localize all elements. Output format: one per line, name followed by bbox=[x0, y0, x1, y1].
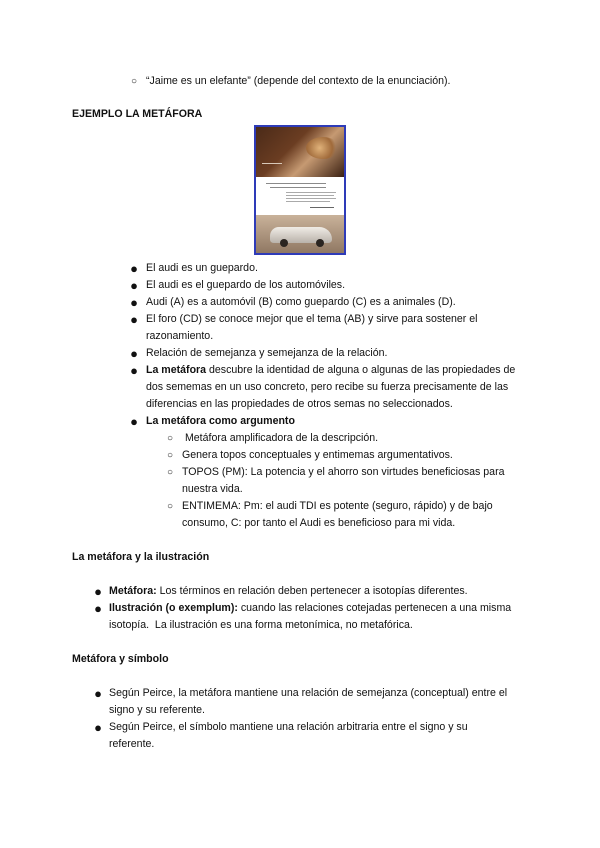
list-item-text: ENTIMEMA: Pm: el audi TDI es potente (seguro, rápido) y de bajo bbox=[182, 500, 493, 512]
list-item-text: razonamiento. bbox=[146, 330, 214, 342]
list-item-text: “Jaime es un elefante” (depende del contexto de la enunciación). bbox=[146, 75, 451, 87]
list-item-text: isotopía. La ilustración es una forma metonímica, no metafórica. bbox=[109, 619, 413, 631]
list-item-text: La metáfora descubre la identidad de alguna o algunas de las propiedades de bbox=[146, 364, 516, 376]
ad-text-block bbox=[256, 177, 344, 215]
list-item-text: Audi (A) es a automóvil (B) como guepardo (C) es a animales (D). bbox=[146, 296, 456, 308]
list-item-text: nuestra vida. bbox=[182, 483, 243, 495]
list-item-text: El foro (CD) se conoce mejor que el tema (AB) y sirve para sostener el bbox=[146, 313, 478, 325]
bullet-icon: ● bbox=[130, 312, 138, 327]
bullet-icon: ● bbox=[94, 601, 102, 616]
bullet-icon: ● bbox=[130, 295, 138, 310]
list-item-text: Según Peirce, la metáfora mantiene una relación de semejanza (conceptual) entre el bbox=[109, 687, 508, 699]
hollow-bullet-icon: ○ bbox=[166, 501, 174, 512]
bullet-icon: ● bbox=[94, 686, 102, 701]
hollow-bullet-icon: ○ bbox=[166, 433, 174, 444]
bullet-icon: ● bbox=[94, 584, 102, 599]
hollow-bullet-icon: ○ bbox=[166, 467, 174, 478]
list-item-text: Ilustración (o exemplum): cuando las relaciones cotejadas pertenecen a una misma bbox=[109, 602, 512, 614]
bullet-icon: ● bbox=[130, 346, 138, 361]
list-item-text: Genera topos conceptuales y entimemas argumentativos. bbox=[182, 449, 453, 461]
list-item-text: referente. bbox=[109, 738, 155, 750]
bullet-icon: ● bbox=[94, 720, 102, 735]
bullet-icon: ● bbox=[130, 363, 138, 378]
hollow-bullet-icon: ○ bbox=[166, 450, 174, 461]
bullet-icon: ● bbox=[130, 261, 138, 276]
list-item-text: dos sememas en un uso concreto, pero recibe su fuerza precisamente de las bbox=[146, 381, 509, 393]
list-item-text: Metáfora: Los términos en relación deben pertenecer a isotopías diferentes. bbox=[109, 585, 468, 597]
hollow-bullet-icon: ○ bbox=[130, 76, 138, 87]
list-item-text: Relación de semejanza y semejanza de la relación. bbox=[146, 347, 388, 359]
list-item-text: El audi es el guepardo de los automóviles. bbox=[146, 279, 346, 291]
list-item-text: diferencias en las propiedades de otros semas no seleccionados. bbox=[146, 398, 453, 410]
section-heading-simbolo: Metáfora y símbolo bbox=[72, 653, 169, 665]
bullet-icon: ● bbox=[130, 278, 138, 293]
list-item-text: consumo, C: por tanto el Audi es beneficioso para mi vida. bbox=[182, 517, 456, 529]
cheetah-icon bbox=[306, 137, 340, 159]
list-item-text: TOPOS (PM): La potencia y el ahorro son virtudes beneficiosas para bbox=[182, 466, 505, 478]
list-item-text: Metáfora amplificadora de la descripción. bbox=[182, 432, 379, 444]
car-photo bbox=[256, 215, 344, 255]
list-item-text: signo y su referente. bbox=[109, 704, 205, 716]
list-item-text: La metáfora como argumento bbox=[146, 415, 295, 427]
bullet-icon: ● bbox=[130, 414, 138, 429]
list-item-text: Según Peirce, el símbolo mantiene una relación arbitraria entre el signo y su bbox=[109, 721, 468, 733]
section-heading-ejemplo: EJEMPLO LA METÁFORA bbox=[72, 108, 203, 120]
cheetah-photo bbox=[256, 127, 344, 177]
section-heading-ilustracion: La metáfora y la ilustración bbox=[72, 551, 210, 563]
list-item-text: El audi es un guepardo. bbox=[146, 262, 258, 274]
audi-ad-image bbox=[254, 125, 346, 255]
